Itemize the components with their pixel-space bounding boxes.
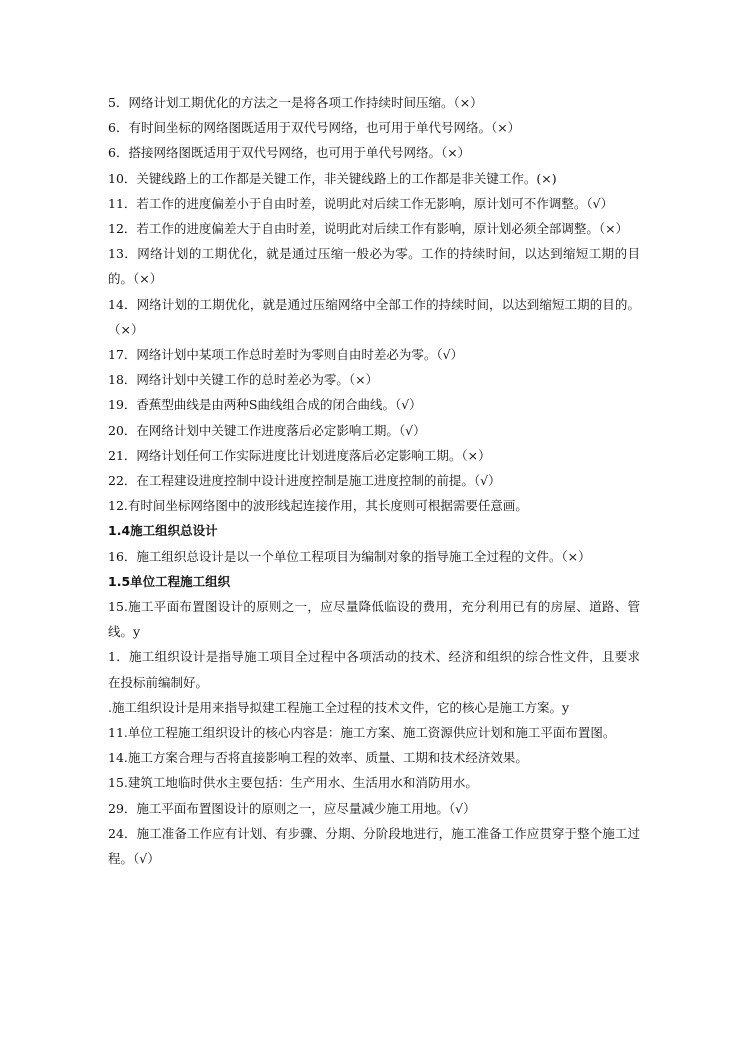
section-heading: 1.5单位工程施工组织 (108, 573, 231, 589)
paragraph: 16．施工组织总设计是以一个单位工程项目为编制对象的指导施工全过程的文件。（×） (108, 548, 591, 564)
paragraph: 29．施工平面布置图设计的原则之一，应尽量减少施工用地。（√） (108, 800, 476, 816)
paragraph: .施工组织设计是用来指导拟建工程施工全过程的技术文件，它的核心是施工方案。y (108, 699, 570, 715)
paragraph: 6．有时间坐标的网络图既适用于双代号网络，也可用于单代号网络。（×） (108, 120, 521, 136)
paragraph: 22．在工程建设进度控制中设计进度控制是施工进度控制的前提。（√） (108, 473, 501, 489)
paragraph: 1．施工组织设计是指导施工项目全过程中各项活动的技术、经济和组织的综合性文件，且要求在投标前编制好。 (108, 649, 640, 690)
paragraph: 11.单位工程施工组织设计的核心内容是：施工方案、施工资源供应计划和施工平面布置图。 (108, 725, 616, 741)
paragraph: 14.施工方案合理与否将直接影响工程的效率、质量、工期和技术经济效果。 (108, 750, 528, 766)
paragraph: 12．若工作的进度偏差大于自由时差，说明此对后续工作有影响，原计划必须全部调整。（×） (108, 221, 629, 237)
paragraph: 5．网络计划工期优化的方法之一是将各项工作持续时间压缩。（×） (108, 95, 483, 110)
paragraph: 18．网络计划中关键工作的总时差必为零。（×） (108, 372, 379, 388)
paragraph: 12.有时间坐标网络图中的波形线起连接作用，其长度则可根据需要任意画。 (108, 498, 528, 514)
paragraph: 14．网络计划的工期优化，就是通过压缩网络中全部工作的持续时间，以达到缩短工期的目的。（×） (108, 296, 640, 337)
section-heading: 1.4施工组织总设计 (108, 523, 218, 539)
paragraph: 11．若工作的进度偏差小于自由时差，说明此对后续工作无影响，原计划可不作调整。（√） (108, 195, 614, 211)
paragraph: 10．关键线路上的工作都是关键工作，非关键线路上的工作都是非关键工作。(×) (108, 170, 557, 186)
document-page (108, 90, 640, 871)
paragraph: 15.施工平面布置图设计的原则之一，应尽量降低临设的费用，充分利用已有的房屋、道路、管线。y (108, 599, 640, 640)
paragraph: 21．网络计划任何工作实际进度比计划进度落后必定影响工期。（×） (108, 447, 491, 463)
paragraph: 13．网络计划的工期优化，就是通过压缩一般必为零。工作的持续时间，以达到缩短工期的目的。（×） (108, 246, 640, 287)
paragraph: 17．网络计划中某项工作总时差时为零则自由时差必为零。（√） (108, 347, 464, 363)
paragraph: 20．在网络计划中关键工作进度落后必定影响工期。（√） (108, 422, 426, 438)
paragraph: 19．香蕉型曲线是由两种S曲线组合成的闭合曲线。（√） (108, 397, 422, 413)
paragraph: 6．搭接网络图既适用于双代号网络，也可用于单代号网络。（×） (108, 145, 471, 161)
paragraph: 24．施工准备工作应有计划、有步骤、分期、分阶段地进行，施工准备工作应贯穿于整个施工过程。（√） (108, 825, 640, 867)
paragraph: 15.建筑工地临时供水主要包括：生产用水、生活用水和消防用水。 (108, 775, 478, 791)
